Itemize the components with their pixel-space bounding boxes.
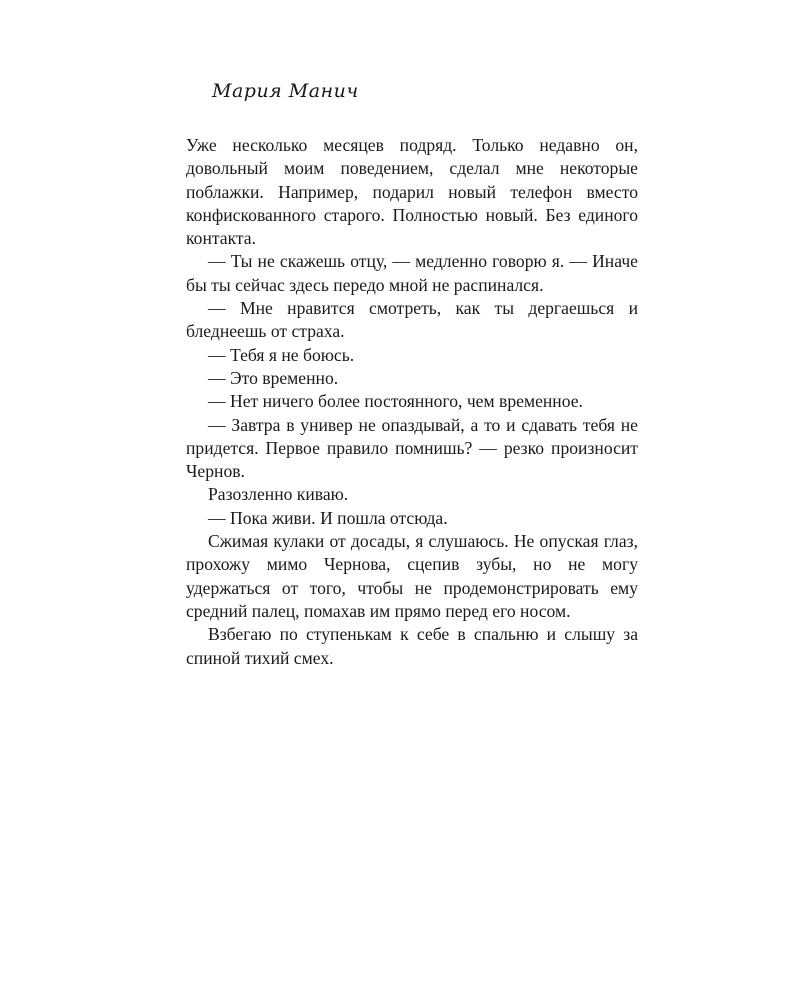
- paragraph: — Тебя я не боюсь.: [208, 344, 355, 365]
- paragraph: — Завтра в универ не опаздывай, а то и сдавать тебя не придется. Первое правило помнишь? — резко произносит Чернов.: [186, 414, 638, 482]
- running-head-author: Мария Манич: [212, 80, 359, 102]
- paragraph: Уже несколько месяцев подряд. Только недавно он, довольный моим поведением, сделал мне некоторые поблажки. Например, подарил новый телефон вместо конфискованного старого. Полностью новый. Без единого контакта.: [186, 135, 638, 249]
- paragraph: — Ты не скажешь отцу, — медленно говорю я. — Иначе бы ты сейчас здесь передо мной не распинался.: [186, 251, 638, 295]
- paragraph: — Нет ничего более постоянного, чем временное.: [208, 391, 583, 412]
- paragraph: — Пока живи. И пошла отсюда.: [208, 507, 448, 528]
- paragraph: Разозленно киваю.: [208, 484, 349, 505]
- body-text: [186, 134, 638, 670]
- paragraph: Взбегаю по ступенькам к себе в спальню и слышу за спиной тихий смех.: [186, 624, 638, 668]
- paragraph: — Это временно.: [208, 367, 339, 388]
- paragraph: — Мне нравится смотреть, как ты дергаешься и бледнеешь от страха.: [186, 298, 638, 342]
- paragraph: Сжимая кулаки от досады, я слушаюсь. Не опуская глаз, прохожу мимо Чернова, сцепив зубы, но не могу удержаться от того, чтобы не продемонстрировать ему средний палец, помахав им прямо перед его носом.: [186, 531, 638, 621]
